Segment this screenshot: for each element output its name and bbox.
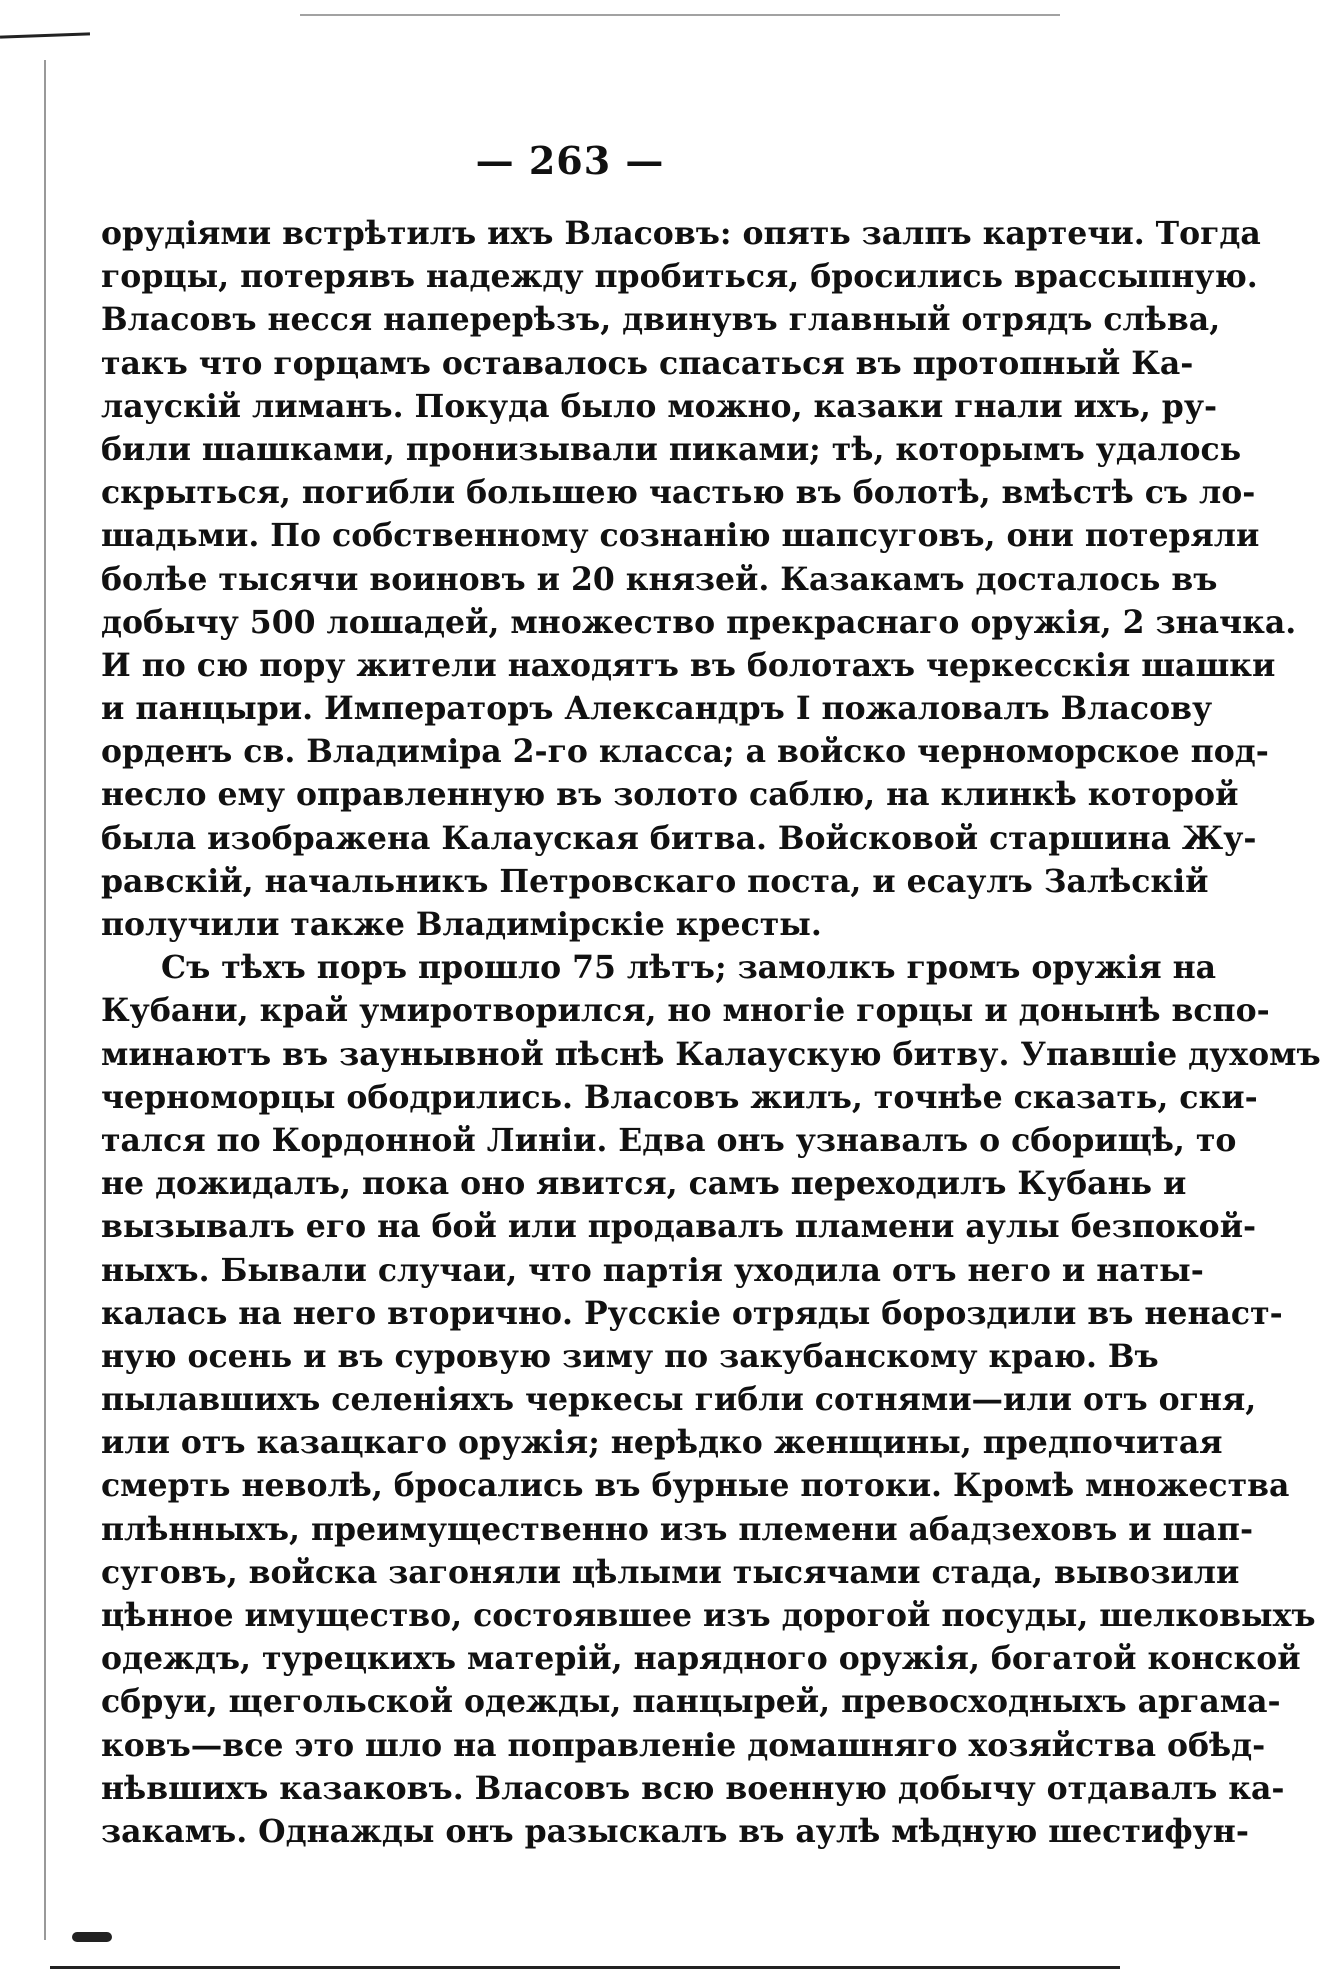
text-line: орудіями встрѣтилъ ихъ Власовъ: опять залпъ картечи. Тогда <box>101 215 1261 252</box>
text-line: черноморцы ободрились. Власовъ жилъ, точнѣе сказать, ски- <box>101 1078 1258 1116</box>
text-line: сбруи, щегольской одежды, панцырей, превосходныхъ аргама- <box>101 1683 1281 1721</box>
text-line: вызывалъ его на бой или продавалъ пламени аулы безпокой- <box>101 1208 1257 1246</box>
text-line: шадьми. По собственному сознанію шапсуговъ, они потеряли <box>101 517 1260 555</box>
text-line: плѣнныхъ, преимущественно изъ племени абадзеховъ и шап- <box>101 1510 1254 1548</box>
text-line: ковъ—все это шло на поправленіе домашняго хозяйства обѣд- <box>101 1726 1266 1764</box>
text-line: скрыться, погибли большею частью въ болотѣ, вмѣстѣ съ ло- <box>101 474 1256 512</box>
text-line: болѣе тысячи воиновъ и 20 князей. Казакамъ досталось въ <box>101 560 1218 598</box>
text-line: И по сю пору жители находятъ въ болотахъ черкесскія шашки <box>101 646 1276 684</box>
text-line: получили также Владимірскіе кресты. <box>101 906 822 943</box>
page-body <box>101 212 1321 1853</box>
text-line: несло ему оправленную въ золото саблю, на клинкѣ которой <box>101 776 1239 814</box>
text-line: пылавшихъ селеніяхъ черкесы гибли сотнями—или отъ огня, <box>101 1381 1257 1419</box>
ink-blot <box>72 1932 112 1942</box>
text-line: нѣвшихъ казаковъ. Власовъ всю военную добычу отдавалъ ка- <box>101 1769 1285 1807</box>
text-line: или отъ казацкаго оружія; нерѣдко женщины, предпочитая <box>101 1424 1223 1462</box>
text-line: суговъ, войска загоняли цѣлыми тысячами стада, вывозили <box>101 1553 1240 1591</box>
text-line: Кубани, край умиротворился, но многіе горцы и донынѣ вспо- <box>101 992 1270 1030</box>
text-line: ныхъ. Бывали случаи, что партія уходила отъ него и наты- <box>101 1251 1204 1289</box>
text-line: и панцыри. Императоръ Александръ I пожаловалъ Власову <box>101 690 1213 728</box>
scan-edge-mark <box>0 32 90 38</box>
text-line: ную осень и въ суровую зиму по закубанскому краю. Въ <box>101 1337 1159 1375</box>
scan-top-smudge <box>300 14 1060 16</box>
text-line: минаютъ въ заунывной пѣснѣ Калаускую битву. Упавшіе духомъ <box>101 1035 1321 1073</box>
page-left-edge <box>44 60 46 1940</box>
text-line: была изображена Калауская битва. Войсковой старшина Жу- <box>101 819 1257 857</box>
text-line: добычу 500 лошадей, множество прекраснаго оружія, 2 значка. <box>101 603 1297 641</box>
text-line: закамъ. Однажды онъ разыскалъ въ аулѣ мѣдную шестифун- <box>101 1812 1249 1850</box>
text-line: одеждъ, турецкихъ матерій, нарядного оружія, богатой конской <box>101 1640 1301 1678</box>
text-line: не дожидалъ, пока оно явится, самъ переходилъ Кубань и <box>101 1165 1187 1203</box>
text-line: Власовъ несся наперерѣзъ, двинувъ главный отрядъ слѣва, <box>101 301 1221 339</box>
text-line: лаускій лиманъ. Покуда было можно, казаки гнали ихъ, ру- <box>101 387 1218 425</box>
page-number: — 263 — <box>475 138 665 183</box>
text-line: смерть неволѣ, бросались въ бурные потоки. Кромѣ множества <box>101 1467 1290 1505</box>
text-line: калась на него вторично. Русскіе отряды бороздили въ ненаст- <box>101 1294 1283 1332</box>
text-line: такъ что горцамъ оставалось спасаться въ протопный Ка- <box>101 344 1194 382</box>
text-line: били шашками, пронизывали пиками; тѣ, которымъ удалось <box>101 430 1242 468</box>
text-line: равскій, начальникъ Петровскаго поста, и есаулъ Залѣскій <box>101 862 1209 900</box>
page-bottom-edge <box>50 1966 1120 1969</box>
text-line: тался по Кордонной Линіи. Едва онъ узнавалъ о сборищѣ, то <box>101 1121 1237 1159</box>
text-line: горцы, потерявъ надежду пробиться, бросились врассыпную. <box>101 258 1258 296</box>
text-line: орденъ св. Владиміра 2-го класса; а войско черноморское под- <box>101 733 1269 771</box>
paragraph-first-line: Съ тѣхъ поръ прошло 75 лѣтъ; замолкъ громъ оружія на <box>161 949 1217 987</box>
text-line: цѣнное имущество, состоявшее изъ дорогой посуды, шелковыхъ <box>101 1597 1316 1634</box>
